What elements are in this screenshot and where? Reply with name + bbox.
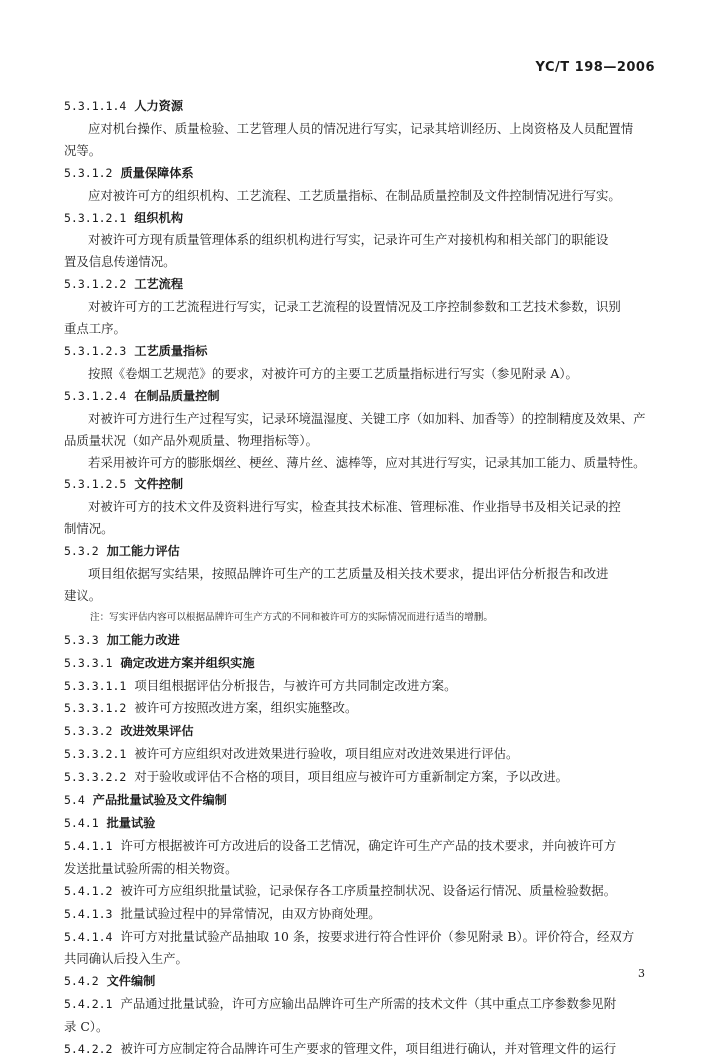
standard-code: YC/T 198—2006 bbox=[535, 60, 655, 75]
section-number: 5.4.1 bbox=[64, 816, 99, 830]
section-title: 质量保障体系 bbox=[120, 165, 194, 180]
section-number: 5.3.3.1.2 bbox=[64, 701, 127, 716]
paragraph: 对被许可方现有质量管理体系的组织机构进行写实，记录许可生产对接机构和相关部门的职能设 bbox=[88, 232, 609, 248]
paragraph-continuation: 录 C）。 bbox=[64, 1019, 109, 1035]
section-text: 产品通过批量试验，许可方应输出品牌许可生产所需的技术文件（其中重点工序参数参见附 bbox=[120, 996, 617, 1012]
section-text: 项目组根据评估分析报告，与被许可方共同制定改进方案。 bbox=[134, 677, 457, 693]
document-body bbox=[64, 95, 654, 1061]
paragraph-continuation: 建议。 bbox=[64, 587, 102, 603]
section-number: 5.3.1.2.4 bbox=[64, 388, 127, 403]
section-text: 被许可方按照改进方案，组织实施整改。 bbox=[134, 700, 358, 716]
section-heading bbox=[64, 1038, 654, 1061]
section-heading bbox=[64, 95, 654, 118]
section-title: 人力资源 bbox=[134, 99, 184, 113]
section-number: 5.4.1.2 bbox=[64, 883, 113, 898]
section-heading bbox=[64, 993, 654, 1016]
section-number: 5.4.2 bbox=[64, 974, 99, 989]
section-heading bbox=[64, 652, 654, 675]
section-number: 5.3.3.2.2 bbox=[64, 770, 127, 785]
section-heading bbox=[64, 970, 654, 993]
section-number: 5.3.3.2.1 bbox=[64, 747, 127, 762]
section-heading bbox=[64, 675, 654, 698]
paragraph-continuation: 况等。 bbox=[64, 142, 102, 158]
section-heading bbox=[64, 766, 654, 789]
paragraph: 对被许可方的技术文件及资料进行写实，检查其技术标准、管理标准、作业指导书及相关记录的控 bbox=[88, 499, 621, 515]
page-number: 3 bbox=[638, 967, 645, 980]
section-heading bbox=[64, 697, 654, 720]
paragraph-continuation: 共同确认后投入生产。 bbox=[64, 951, 188, 967]
section-number: 5.4.2.2 bbox=[64, 1042, 113, 1057]
section-heading bbox=[64, 162, 654, 185]
section-number: 5.3.1.2.3 bbox=[64, 343, 127, 358]
section-text: 许可方对批量试验产品抽取 10 条，按要求进行符合性评价（参见附录 B）。评价符合，经双方 bbox=[120, 928, 635, 944]
section-title: 文件编制 bbox=[106, 974, 156, 989]
section-heading bbox=[64, 629, 654, 652]
section-number: 5.3.2 bbox=[64, 544, 99, 559]
section-heading bbox=[64, 540, 654, 563]
section-number: 5.4.1.4 bbox=[64, 929, 113, 944]
section-title: 加工能力改进 bbox=[106, 632, 180, 647]
paragraph-continuation: 重点工序。 bbox=[64, 321, 126, 337]
section-heading bbox=[64, 789, 654, 812]
paragraph: 应对机台操作、质量检验、工艺管理人员的情况进行写实，记录其培训经历、上岗资格及人员配置情 bbox=[88, 120, 634, 136]
paragraph: 按照《卷烟工艺规范》的要求，对被许可方的主要工艺质量指标进行写实（参见附录 A）。 bbox=[88, 365, 578, 381]
section-heading bbox=[64, 720, 654, 743]
section-heading bbox=[64, 207, 654, 230]
section-text: 批量试验过程中的异常情况，由双方协商处理。 bbox=[120, 905, 381, 921]
section-title: 在制品质量控制 bbox=[134, 388, 220, 403]
section-heading bbox=[64, 835, 654, 858]
section-text: 被许可方应组织批量试验，记录保存各工序质量控制状况、设备运行情况、质量检验数据。 bbox=[120, 882, 617, 898]
section-text: 被许可方应组织对改进效果进行验收，项目组应对改进效果进行评估。 bbox=[134, 746, 519, 762]
section-number: 5.4.1.3 bbox=[64, 906, 113, 921]
section-number: 5.3.1.2 bbox=[64, 165, 113, 180]
section-title: 产品批量试验及文件编制 bbox=[92, 793, 227, 808]
section-heading bbox=[64, 340, 654, 363]
section-title: 改进效果评估 bbox=[120, 724, 194, 739]
section-number: 5.3.3 bbox=[64, 632, 99, 647]
section-number: 5.4 bbox=[64, 793, 85, 808]
section-number: 5.3.1.1.4 bbox=[64, 99, 127, 113]
section-heading bbox=[64, 385, 654, 408]
section-heading bbox=[64, 743, 654, 766]
section-heading bbox=[64, 273, 654, 296]
paragraph: 应对被许可方的组织机构、工艺流程、工艺质量指标、在制品质量控制及文件控制情况进行写实。 bbox=[88, 187, 621, 203]
section-title: 确定改进方案并组织实施 bbox=[120, 655, 255, 670]
section-number: 5.3.1.2.5 bbox=[64, 477, 127, 492]
paragraph-continuation: 发送批量试验所需的相关物资。 bbox=[64, 860, 238, 876]
paragraph: 项目组依据写实结果，按照品牌许可生产的工艺质量及相关技术要求，提出评估分析报告和改进 bbox=[88, 566, 609, 582]
paragraph-continuation: 置及信息传递情况。 bbox=[64, 254, 176, 270]
section-text: 对于验收或评估不合格的项目，项目组应与被许可方重新制定方案，予以改进。 bbox=[134, 769, 568, 785]
section-number: 5.4.2.1 bbox=[64, 997, 113, 1012]
section-heading bbox=[64, 473, 654, 496]
section-title: 工艺质量指标 bbox=[134, 343, 208, 358]
section-number: 5.3.1.2.1 bbox=[64, 210, 127, 225]
section-number: 5.3.3.1.1 bbox=[64, 678, 127, 693]
section-number: 5.4.1.1 bbox=[64, 838, 113, 853]
section-number: 5.3.1.2.2 bbox=[64, 277, 127, 292]
note-line: 注：写实评估内容可以根据品牌许可生产方式的不同和被许可方的实际情况而进行适当的增删。 bbox=[90, 611, 493, 623]
section-heading bbox=[64, 880, 654, 903]
section-text: 被许可方应制定符合品牌许可生产要求的管理文件，项目组进行确认，并对管理文件的运行 bbox=[120, 1041, 617, 1057]
section-heading bbox=[64, 926, 654, 949]
section-number: 5.3.3.1 bbox=[64, 655, 113, 670]
paragraph-continuation: 品质量状况（如产品外观质量、物理指标等）。 bbox=[64, 432, 319, 448]
section-title: 文件控制 bbox=[134, 477, 184, 492]
paragraph-continuation: 制情况。 bbox=[64, 521, 114, 537]
paragraph: 对被许可方的工艺流程进行写实，记录工艺流程的设置情况及工序控制参数和工艺技术参数，识别 bbox=[88, 299, 621, 315]
section-title: 加工能力评估 bbox=[106, 544, 180, 559]
section-title: 组织机构 bbox=[134, 210, 184, 225]
section-text: 许可方根据被许可方改进后的设备工艺情况，确定许可生产产品的技术要求，并向被许可方 bbox=[120, 837, 617, 853]
section-heading bbox=[64, 903, 654, 926]
section-number: 5.3.3.2 bbox=[64, 724, 113, 739]
section-heading bbox=[64, 812, 654, 835]
paragraph: 若采用被许可方的膨胀烟丝、梗丝、薄片丝、滤棒等，应对其进行写实，记录其加工能力、质量特性。 bbox=[88, 454, 646, 470]
section-title: 工艺流程 bbox=[134, 277, 184, 292]
section-title: 批量试验 bbox=[106, 816, 156, 830]
paragraph: 对被许可方进行生产过程写实，记录环境温湿度、关键工序（如加料、加香等）的控制精度及效果、产 bbox=[88, 410, 646, 426]
